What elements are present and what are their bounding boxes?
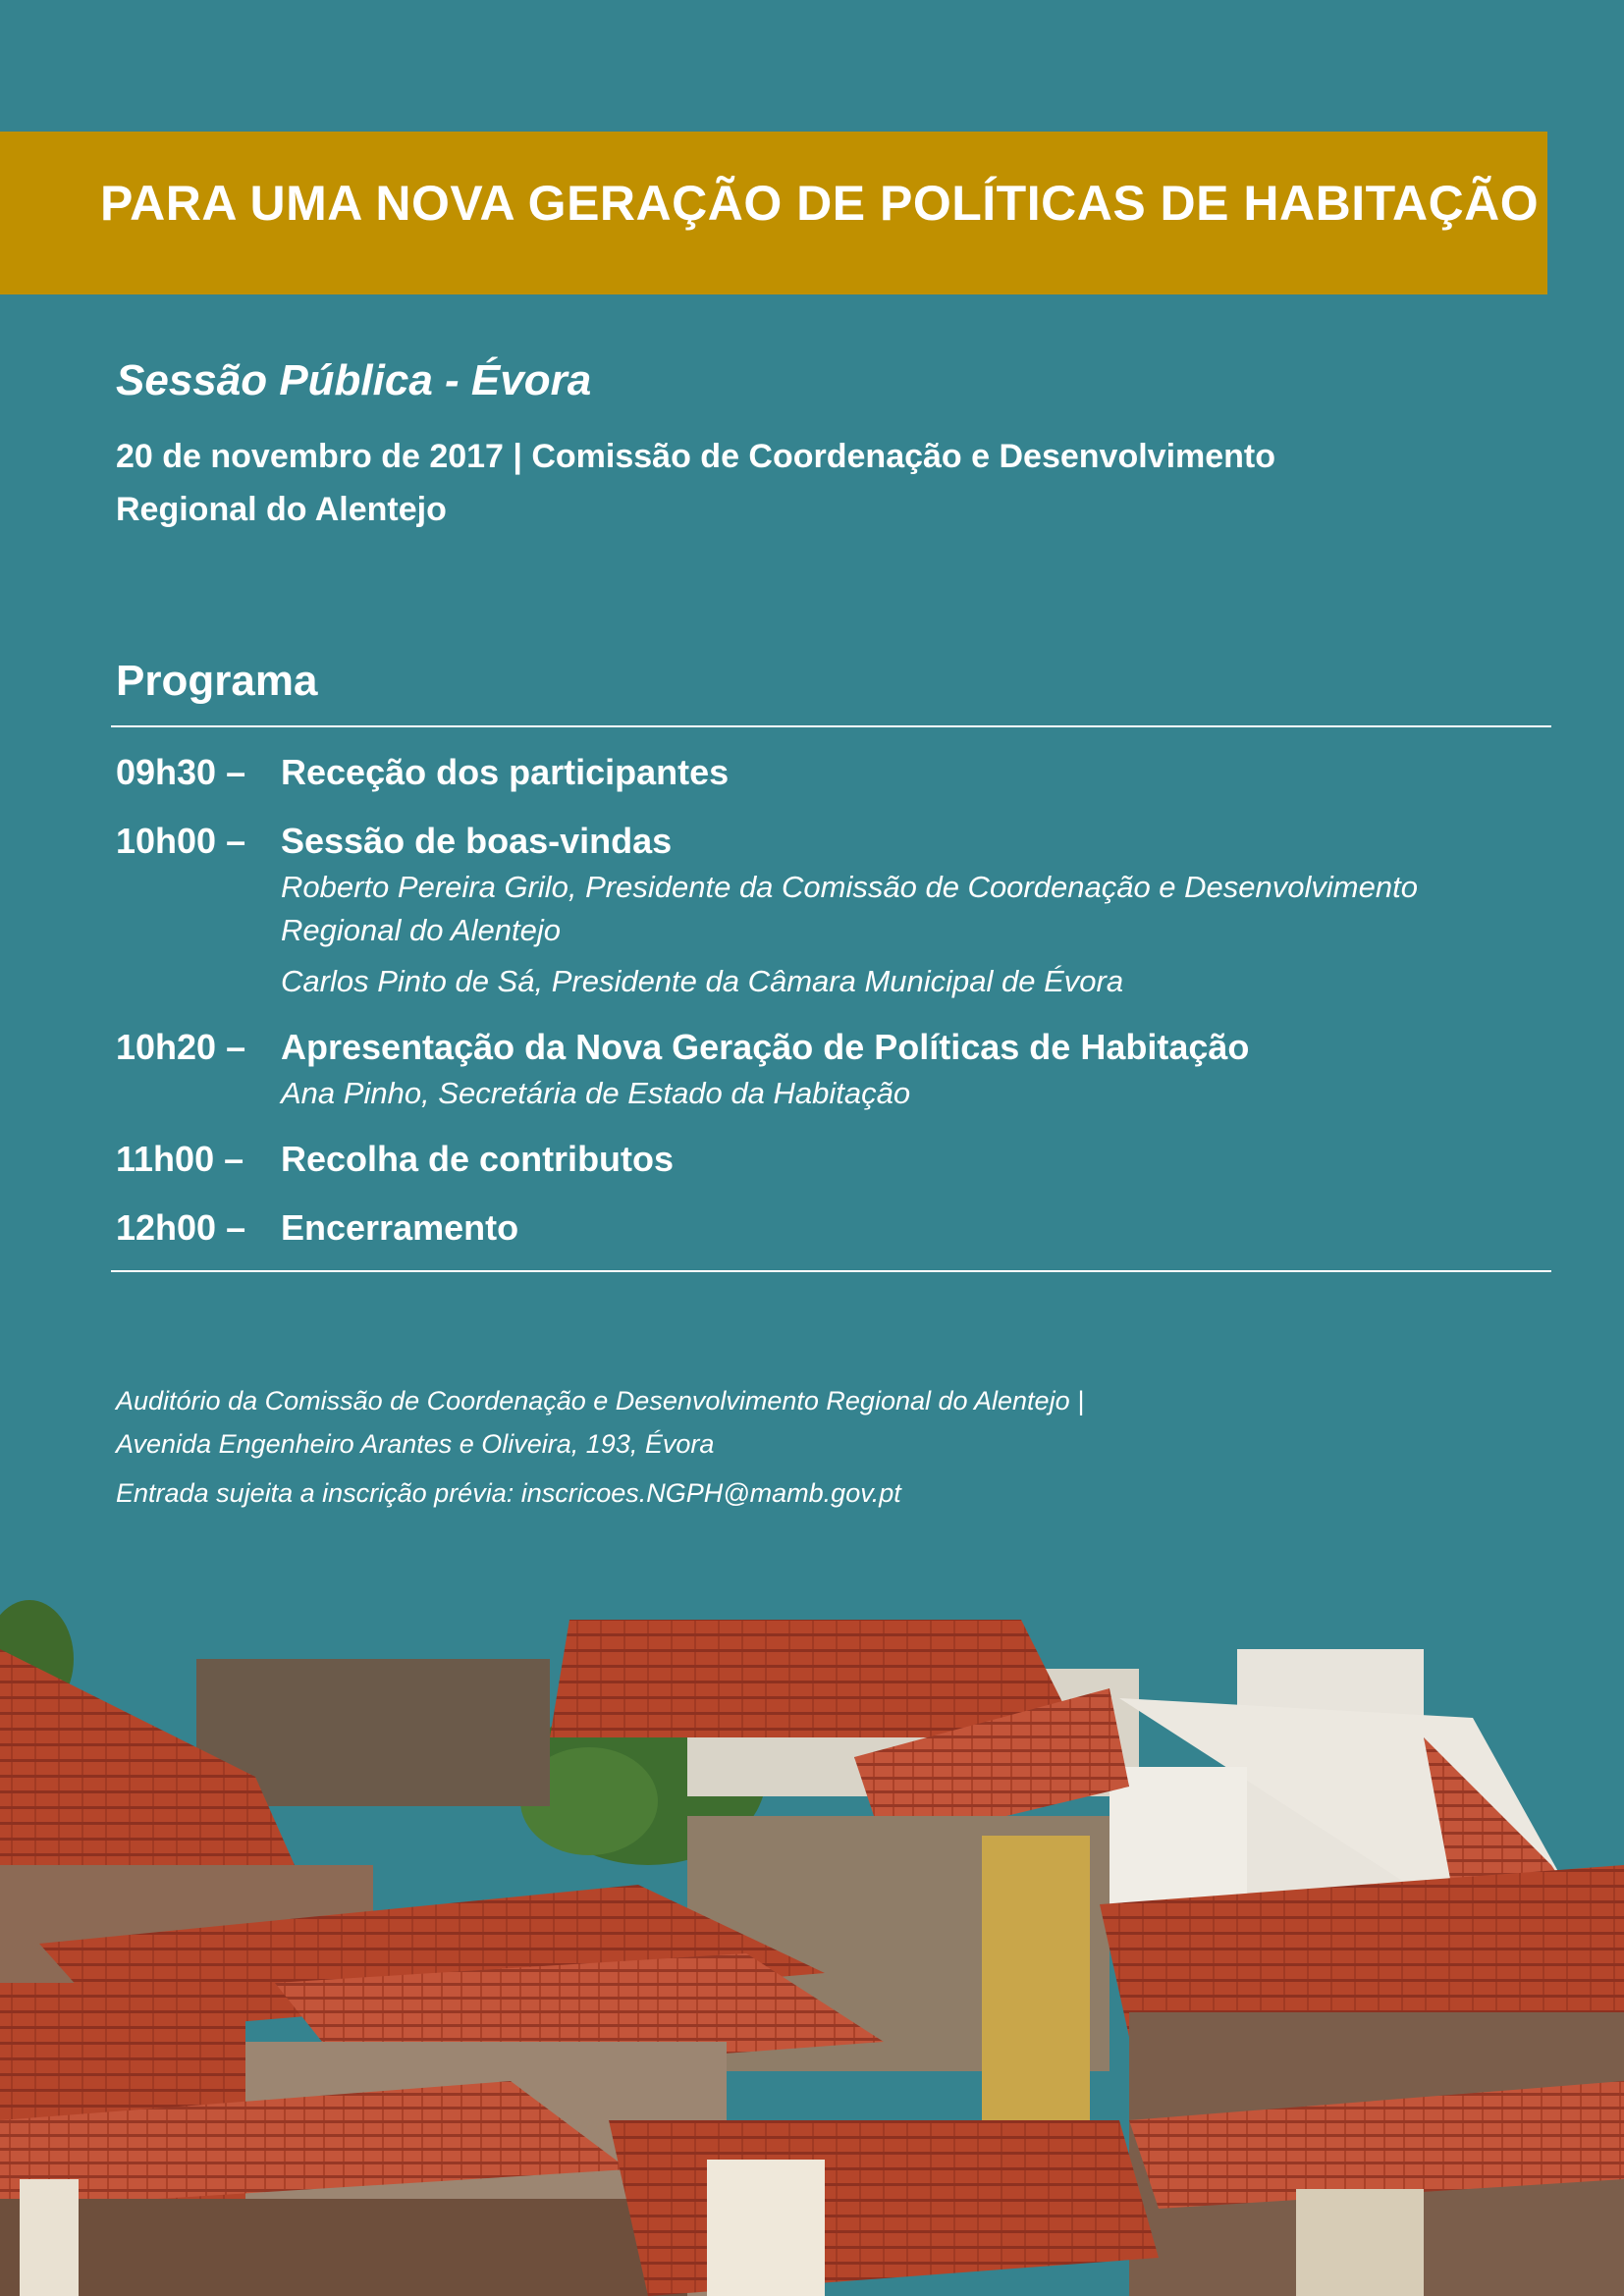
session-location-cont: Regional do Alentejo [116,491,447,528]
programa-title: Sessão de boas-vindas [281,821,673,861]
programa-title: Encerramento [281,1207,519,1248]
rooftops-photo [0,1571,1624,2296]
programa-time: 11h00 – [116,1139,244,1179]
programa-item [116,1203,1540,1253]
page-title: PARA UMA NOVA GERAÇÃO DE POLÍTICAS DE HABITAÇÃO [100,176,1540,231]
programa-item [116,748,1540,797]
programa-item [116,817,1540,1003]
programa-speaker: Carlos Pinto de Sá, Presidente da Câmara Municipal de Évora [281,964,1124,998]
programa-title: Recolha de contributos [281,1139,675,1179]
programa-time: 10h20 – [116,1027,246,1067]
programa-item [116,1135,1540,1184]
divider-bottom [111,1270,1551,1272]
venue-line: Auditório da Comissão de Coordenação e Desenvolvimento Regional do Alentejo | [116,1386,1085,1415]
registration-note: Entrada sujeita a inscrição prévia: inscricoes.NGPH@mamb.gov.pt [116,1478,901,1508]
title-band [0,132,1547,294]
programa-heading: Programa [116,657,318,705]
programa-time: 12h00 – [116,1207,246,1248]
programa-title: Receção dos participantes [281,752,730,792]
programa-time: 10h00 – [116,821,246,861]
venue-info [116,1379,1392,1515]
programa-item [116,1023,1540,1115]
programa-time: 09h30 – [116,752,246,792]
divider-top [111,725,1551,727]
session-info [116,430,1392,536]
programa-list [116,748,1540,1272]
session-title: Sessão Pública - Évora [116,356,592,404]
programa-title: Apresentação da Nova Geração de Políticas de Habitação [281,1027,1250,1067]
venue-address: Avenida Engenheiro Arantes e Oliveira, 193, Évora [116,1429,715,1459]
programa-speaker: Ana Pinho, Secretária de Estado da Habitação [281,1076,911,1110]
programa-speaker: Roberto Pereira Grilo, Presidente da Comissão de Coordenação e Desenvolvimento Regional do Alentejo [281,870,1418,947]
session-date-location: 20 de novembro de 2017 | Comissão de Coordenação e Desenvolvimento [116,438,1276,475]
